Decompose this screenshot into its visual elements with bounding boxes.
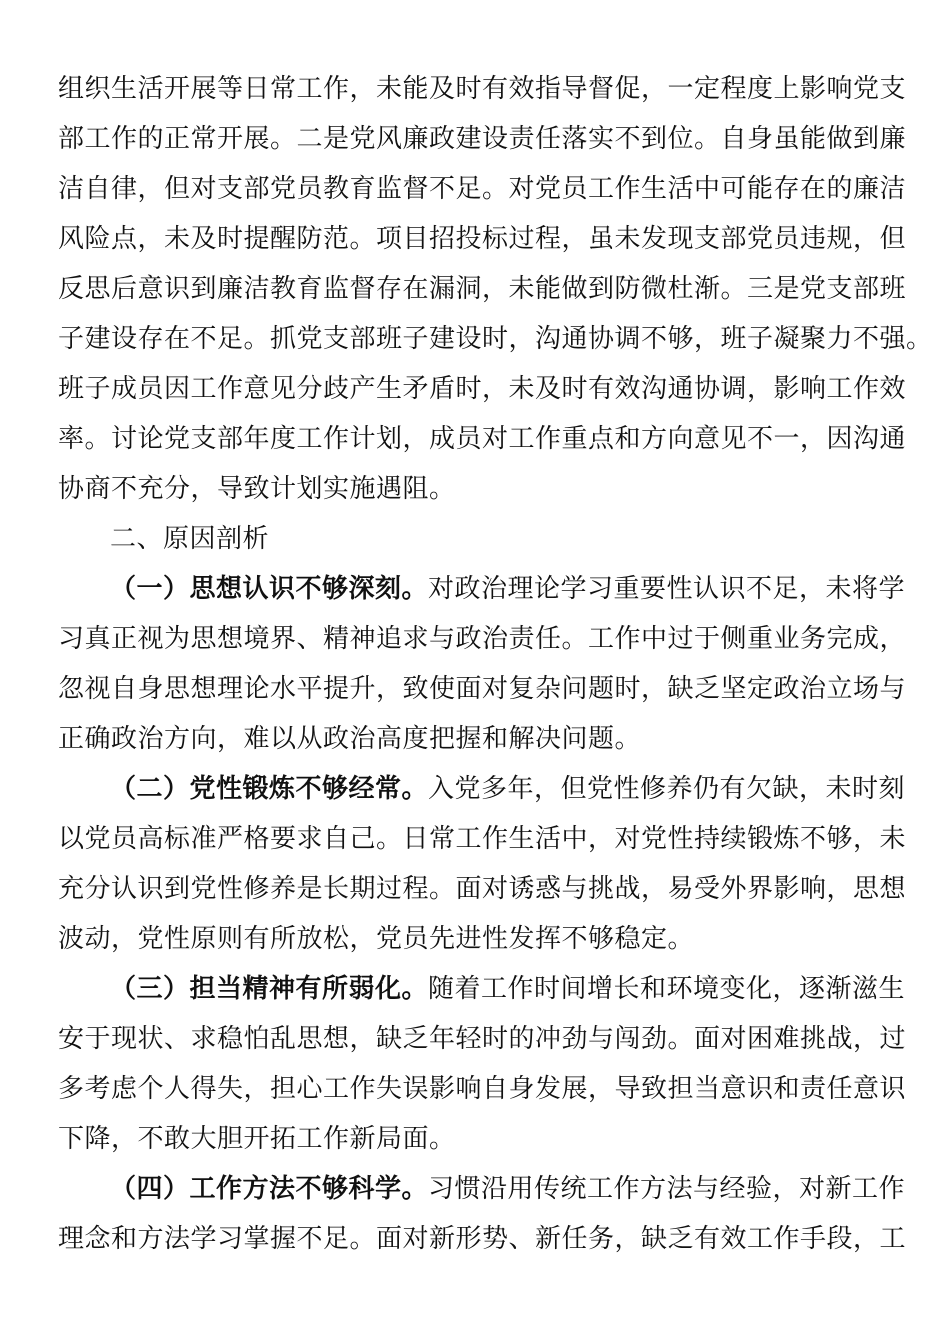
item-title: （四）工作方法不够科学。	[110, 1174, 429, 1204]
text-line: 忽视自身思想理论水平提升，致使面对复杂问题时，缺乏坚定政治立场与	[58, 674, 907, 704]
text-line: 子建设存在不足。抓党支部班子建设时，沟通协调不够，班子凝聚力不强。	[58, 324, 933, 354]
item-text: 习惯沿用传统工作方法与经验，对新工作	[428, 1174, 906, 1204]
text-line: 下降，不敢大胆开拓工作新局面。	[58, 1124, 456, 1154]
text-line: 多考虑个人得失，担心工作失误影响自身发展，导致担当意识和责任意识	[58, 1074, 907, 1104]
text-line: 率。讨论党支部年度工作计划，成员对工作重点和方向意见不一，因沟通	[58, 424, 907, 454]
item-first-line	[58, 564, 906, 614]
body-paragraph	[58, 64, 933, 514]
item-title: （二）党性锻炼不够经常。	[110, 774, 429, 804]
text-line: 理念和方法学习掌握不足。面对新形势、新任务，缺乏有效工作手段，工	[58, 1224, 907, 1254]
document-page	[58, 64, 933, 1264]
text-line: 安于现状、求稳怕乱思想，缺乏年轻时的冲劲与闯劲。面对困难挑战，过	[58, 1024, 907, 1054]
text-line: 协商不充分，导致计划实施遇阻。	[58, 474, 456, 504]
text-line: 风险点，未及时提醒防范。项目招投标过程，虽未发现支部党员违规，但	[58, 224, 907, 254]
section-heading: 二、原因剖析	[110, 524, 270, 554]
text-line: 充分认识到党性修养是长期过程。面对诱惑与挑战，易受外界影响，思想	[58, 874, 907, 904]
text-line: 反思后意识到廉洁教育监督存在漏洞，未能做到防微杜渐。三是党支部班	[58, 274, 907, 304]
item-text: 随着工作时间增长和环境变化，逐渐滋生	[428, 974, 906, 1004]
cause-item-4	[58, 1164, 907, 1264]
item-title: （一）思想认识不够深刻。	[110, 574, 429, 604]
text-line: 部工作的正常开展。二是党风廉政建设责任落实不到位。自身虽能做到廉	[58, 124, 907, 154]
cause-item-1	[58, 564, 907, 764]
text-line: 以党员高标准严格要求自己。日常工作生活中，对党性持续锻炼不够，未	[58, 824, 907, 854]
item-text: 对政治理论学习重要性认识不足，未将学	[428, 574, 906, 604]
item-first-line	[58, 1164, 906, 1214]
text-line: 波动，党性原则有所放松，党员先进性发挥不够稳定。	[58, 924, 695, 954]
item-first-line	[58, 964, 906, 1014]
item-first-line	[58, 764, 906, 814]
text-line: 洁自律，但对支部党员教育监督不足。对党员工作生活中可能存在的廉洁	[58, 174, 907, 204]
text-line: 正确政治方向，难以从政治高度把握和解决问题。	[58, 724, 642, 754]
cause-item-3	[58, 964, 907, 1164]
cause-item-2	[58, 764, 907, 964]
item-title: （三）担当精神有所弱化。	[110, 974, 429, 1004]
text-line: 班子成员因工作意见分歧产生矛盾时，未及时有效沟通协调，影响工作效	[58, 374, 907, 404]
text-line: 组织生活开展等日常工作，未能及时有效指导督促，一定程度上影响党支	[58, 74, 907, 104]
item-text: 入党多年，但党性修养仍有欠缺，未时刻	[428, 774, 906, 804]
text-line: 习真正视为思想境界、精神追求与政治责任。工作中过于侧重业务完成，	[58, 624, 907, 654]
